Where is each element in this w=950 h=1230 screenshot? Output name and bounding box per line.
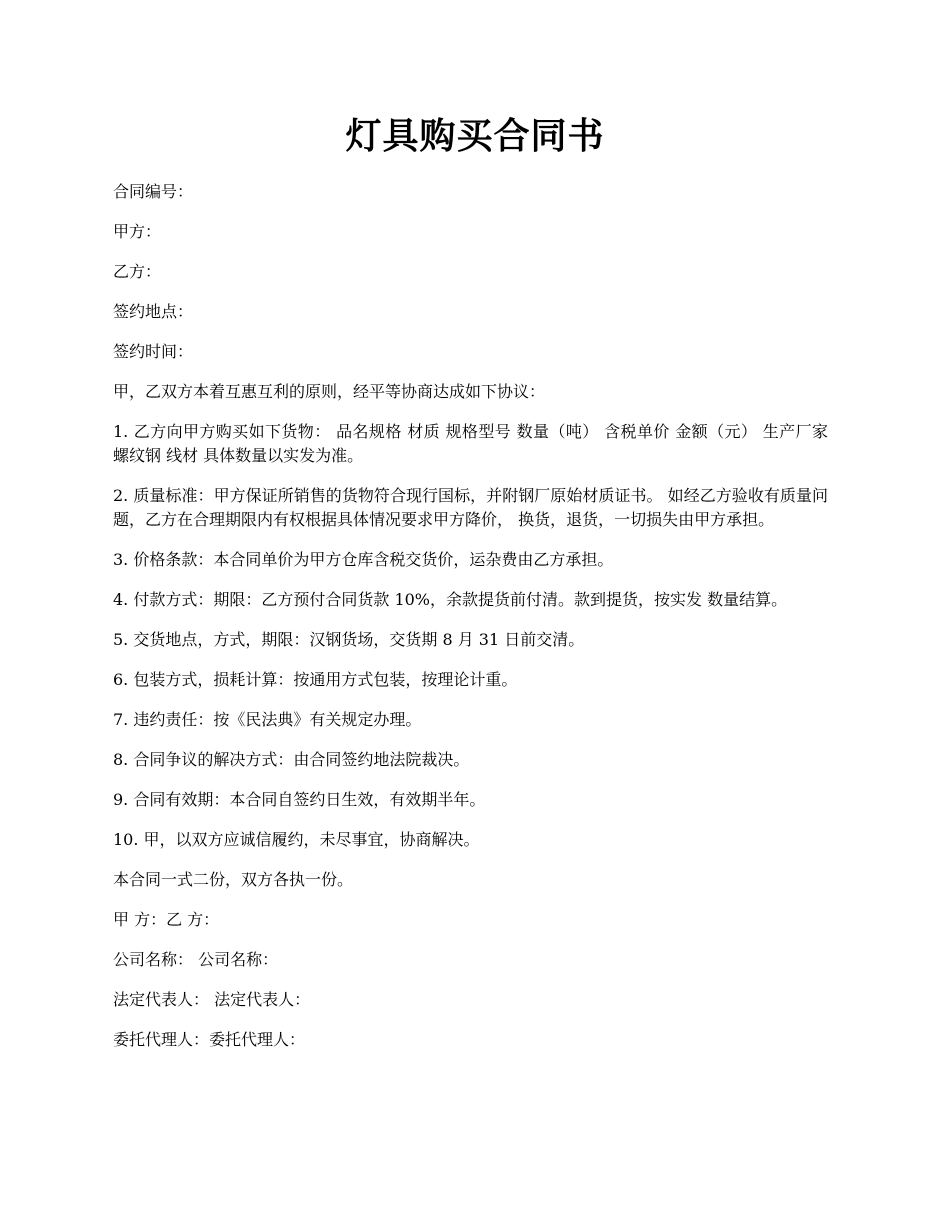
preamble-paragraph: 甲，乙双方本着互惠互利的原则，经平等协商达成如下协议：: [113, 382, 546, 401]
signing-place-line: 签约地点：: [113, 302, 194, 321]
legal-representative-line: 法定代表人： 法定代表人：: [113, 990, 311, 1009]
clause-7: 7. 违约责任：按《民法典》有关规定办理。: [113, 710, 422, 729]
authorized-agent-line: 委托代理人：委托代理人：: [113, 1030, 306, 1049]
clause-2: 2. 质量标准：甲方保证所销售的货物符合现行国标，并附钢厂原始材质证书。 如经乙方验收有质量问题，乙方在合理期限内有权根据具体情况要求甲方降价， 换货，退货，一切损失由甲方承担。: [113, 486, 828, 529]
copies-statement: 本合同一式二份，双方各执一份。: [113, 870, 354, 889]
clause-8: 8. 合同争议的解决方式：由合同签约地法院裁决。: [113, 750, 470, 769]
signature-parties-line: 甲 方：乙 方：: [113, 910, 220, 929]
clause-1: 1. 乙方向甲方购买如下货物： 品名规格 材质 规格型号 数量（吨） 含税单价 金额（元） 生产厂家 螺纹钢 线材 具体数量以实发为准。: [113, 422, 828, 465]
clause-5: 5. 交货地点，方式，期限：汉钢货场，交货期 8 月 31 日前交清。: [113, 630, 585, 649]
signing-time-line: 签约时间：: [113, 342, 194, 361]
clause-6: 6. 包装方式，损耗计算：按通用方式包装，按理论计重。: [113, 670, 518, 689]
contract-number-line: 合同编号：: [113, 182, 194, 201]
document-title: 灯具购买合同书: [345, 115, 605, 157]
document-body: [113, 180, 828, 1068]
clause-10: 10. 甲，以双方应诚信履约，未尽事宜，协商解决。: [113, 830, 480, 849]
clause-3: 3. 价格条款：本合同单价为甲方仓库含税交货价，运杂费由乙方承担。: [113, 550, 614, 569]
clause-4: 4. 付款方式：期限：乙方预付合同货款 10%，余款提货前付清。款到提货，按实发 数量结算。: [113, 590, 788, 609]
party-a-line: 甲方：: [113, 222, 162, 241]
company-name-line: 公司名称： 公司名称：: [113, 950, 279, 969]
party-b-line: 乙方：: [113, 262, 162, 281]
clause-9: 9. 合同有效期：本合同自签约日生效，有效期半年。: [113, 790, 486, 809]
